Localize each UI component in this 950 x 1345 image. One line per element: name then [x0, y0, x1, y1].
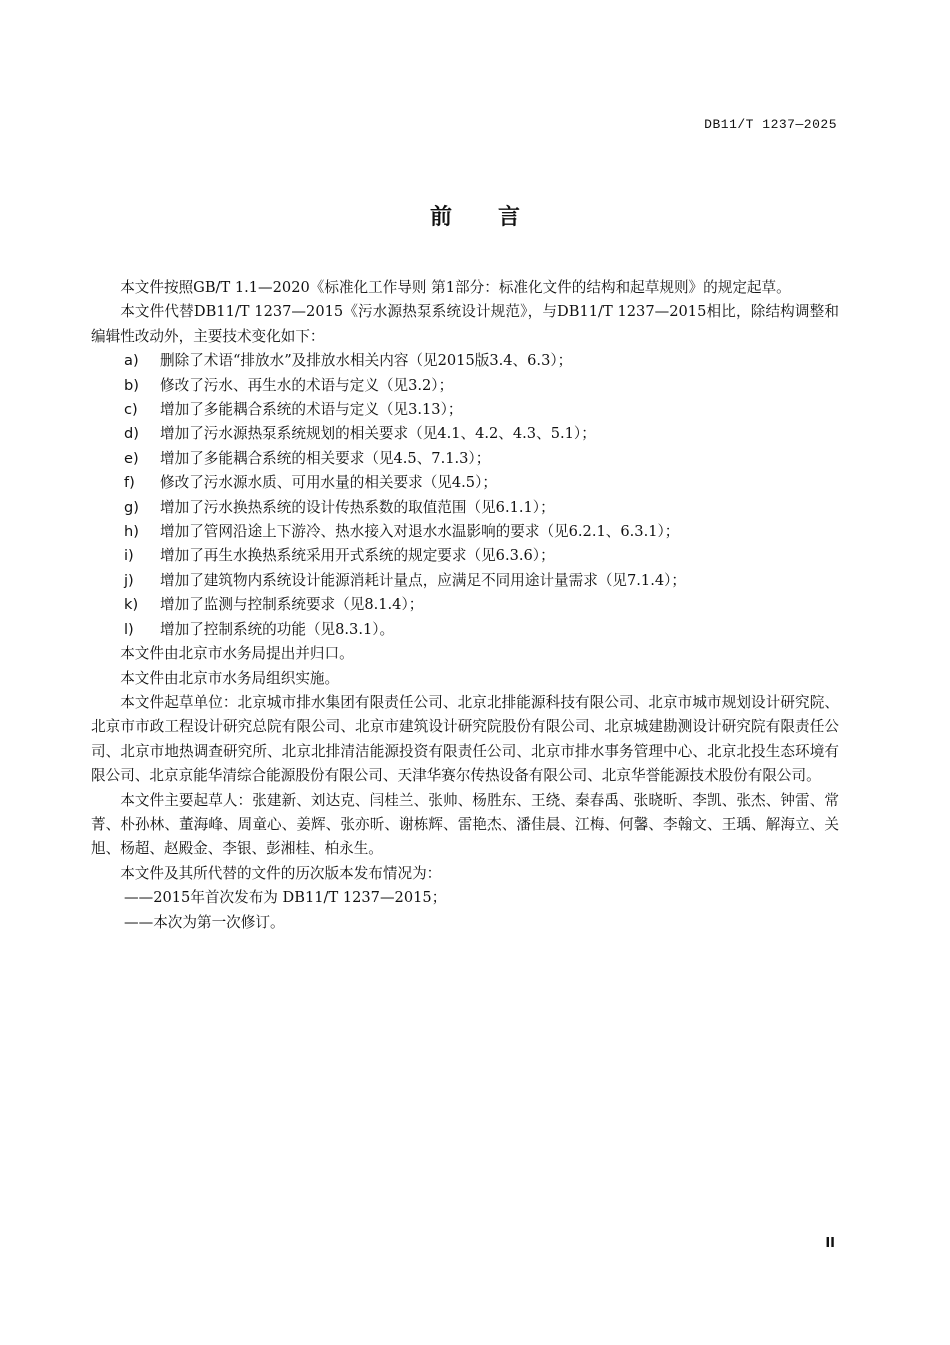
list-item	[91, 569, 839, 593]
list-item-label: j)	[124, 571, 134, 589]
list-item-label: b)	[124, 376, 139, 394]
paragraph-implementer: 本文件由北京市水务局组织实施。	[120, 669, 340, 687]
paragraph-replacement: 本文件代替DB11/T 1237—2015《污水源热泵系统设计规范》，与DB11/T 1237—2015相比，除结构调整和编辑性改动外，主要技术变化如下：	[91, 303, 839, 345]
list-item	[91, 593, 839, 617]
list-item-label: h)	[124, 523, 139, 541]
history-item: ——本次为第一次修订。	[124, 913, 285, 931]
list-item-label: l)	[124, 620, 134, 638]
paragraph-history-intro: 本文件及其所代替的文件的历次版本发布情况为：	[120, 864, 442, 882]
list-item	[91, 447, 839, 471]
list-item-text: 增加了污水换热系统的设计传热系数的取值范围（见6.1.1）；	[160, 498, 555, 516]
list-item-text: 增加了多能耦合系统的相关要求（见4.5、7.1.3）；	[160, 449, 491, 467]
document-body	[91, 276, 839, 935]
history-item: ——2015年首次发布为 DB11/T 1237—2015；	[124, 889, 447, 907]
paragraph-drafting-units: 本文件起草单位：北京城市排水集团有限责任公司、北京北排能源科技有限公司、北京市城市规划设计研究院、北京市市政工程设计研究总院有限公司、北京市建筑设计研究院股份有限公司、北京城建勘测设计研究院有限责任公司、北京市地热调查研究所、北京北排清洁能源投资有限责任公司、北京市排水事务管理中心、北京北投生态环境有限公司、北京京能华清综合能源股份有限公司、天津华赛尔传热设备有限公司、北京华誉能源技术股份有限公司。	[91, 693, 839, 785]
list-item-label: g)	[124, 498, 139, 516]
list-item	[91, 618, 839, 642]
document-code: DB11/T 1237—2025	[704, 117, 837, 132]
list-item-text: 修改了污水、再生水的术语与定义（见3.2）；	[160, 376, 454, 394]
paragraph-drafting-rules: 本文件按照GB/T 1.1—2020《标准化工作导则 第1部分：标准化文件的结构和起草规则》的规定起草。	[120, 279, 791, 296]
list-item	[91, 471, 839, 495]
list-item-text: 修改了污水源水质、可用水量的相关要求（见4.5）；	[160, 474, 497, 492]
page-title: 前言	[429, 205, 566, 230]
list-item	[91, 374, 839, 398]
changes-list	[91, 349, 839, 642]
page-number: II	[825, 1236, 835, 1251]
list-item-label: a)	[124, 352, 139, 370]
list-item-text: 增加了再生水换热系统采用开式系统的规定要求（见6.3.6）；	[160, 547, 555, 565]
list-item-label: f)	[124, 474, 135, 492]
paragraph-drafters: 本文件主要起草人：张建新、刘达克、闫桂兰、张帅、杨胜东、王绕、秦春禹、张晓昕、李凯、张杰、钟雷、常菁、朴孙林、董海峰、周童心、姜辉、张亦昕、谢栋辉、雷艳杰、潘佳晨、江梅、何馨、李翰文、王瑀、解海立、关旭、杨超、赵殿金、李银、彭湘桂、柏永生。	[91, 791, 839, 858]
list-item-label: i)	[124, 547, 134, 565]
list-item-label: c)	[124, 401, 138, 419]
list-item-text: 增加了控制系统的功能（见8.3.1）。	[160, 620, 395, 638]
list-item-text: 删除了术语“排放水”及排放水相关内容（见2015版3.4、6.3）；	[160, 352, 573, 370]
list-item-text: 增加了监测与控制系统要求（见8.1.4）；	[160, 596, 424, 614]
list-item	[91, 349, 839, 373]
list-item	[91, 520, 839, 544]
list-item-label: e)	[124, 449, 139, 467]
list-item	[91, 496, 839, 520]
list-item	[91, 422, 839, 446]
list-item-label: d)	[124, 425, 139, 443]
list-item-text: 增加了建筑物内系统设计能源消耗计量点，应满足不同用途计量需求（见7.1.4）；	[160, 571, 687, 589]
list-item	[91, 544, 839, 568]
list-item-label: k)	[124, 596, 139, 614]
list-item-text: 增加了多能耦合系统的术语与定义（见3.13）；	[160, 401, 463, 419]
list-item-text: 增加了污水源热泵系统规划的相关要求（见4.1、4.2、4.3、5.1）；	[160, 425, 596, 443]
list-item	[91, 398, 839, 422]
list-item-text: 增加了管网沿途上下游冷、热水接入对退水水温影响的要求（见6.2.1、6.3.1）；	[160, 523, 680, 541]
paragraph-proposer: 本文件由北京市水务局提出并归口。	[120, 645, 354, 663]
